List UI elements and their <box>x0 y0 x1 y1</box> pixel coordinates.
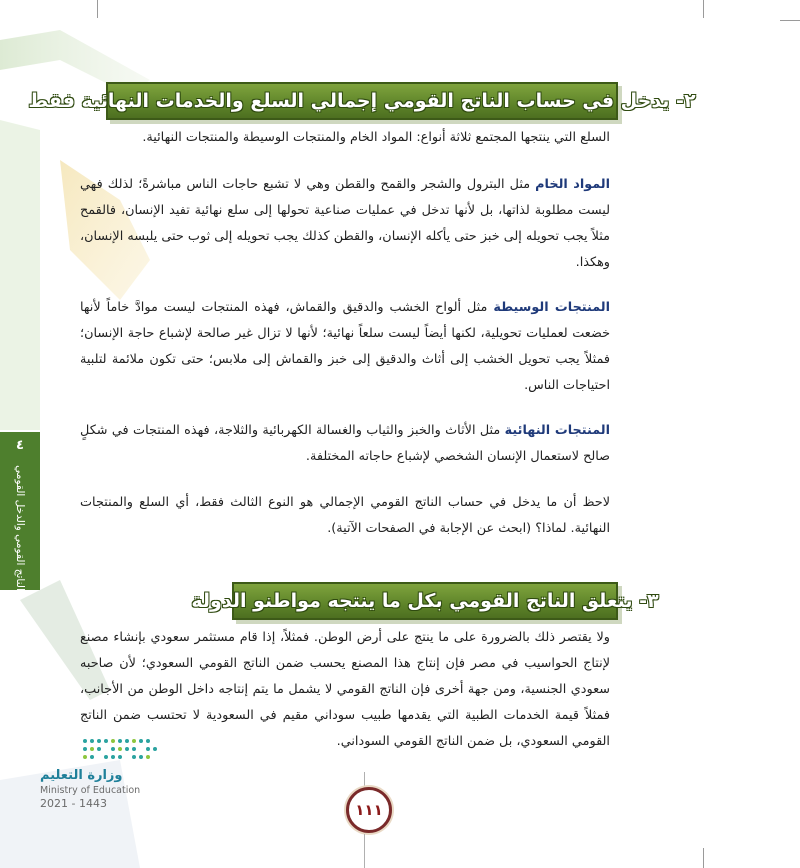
ministry-name-english: Ministry of Education <box>40 785 141 796</box>
intermediate-products-paragraph <box>80 295 610 399</box>
chapter-title: الناتج القومي والدخل القومي <box>14 465 26 591</box>
vision-logo-icon <box>80 735 160 763</box>
edition-year: 2021 - 1443 <box>40 797 107 810</box>
chapter-side-tab <box>0 432 40 590</box>
section-2-note <box>80 490 610 542</box>
intermediate-products-term: المنتجات الوسيطة <box>493 300 611 315</box>
section-3-heading-banner <box>191 582 659 620</box>
intro-text: السلع التي ينتجها المجتمع ثلاثة أنواع: المواد الخام والمنتجات الوسيطة والمنتجات النهائية. <box>142 130 610 145</box>
note-text: لاحظ أن ما يدخل في حساب الناتج القومي الإجمالي هو النوع الثالث فقط، أي السلع والمنتجات النهائية. لماذا؟ (ابحث عن الإجابة في الصفحات الآتية). <box>80 495 610 536</box>
raw-materials-paragraph <box>80 172 610 276</box>
final-products-text: مثل الأثاث والخبز والثياب والغسالة الكهربائية والثلاجة، فهذه المنتجات في شكلٍ صالح لاستعمال الإنسان الشخصي لإشباع حاجاته المختلفة. <box>80 423 610 464</box>
final-products-term: المنتجات النهائية <box>504 423 610 438</box>
section-3-text: ولا يقتصر ذلك بالضرورة على ما ينتج على أرض الوطن. فمثلاً، إذا قام مستثمر سعودي بإنشاء مصنع لإنتاج الحواسيب في مصر فإن إنتاج هذا المصنع يحسب ضمن الناتج القومي السعودي؛ لأن صاحبه سعودي الجنسية، ومن جهة أخرى فإن الناتج القومي لا يشمل ما يتم إنتاجه داخل الوطن من الأجانب، فمثلاً قيمة الخدمات الطبية التي يقدمها طبيب سوداني مقيم في السعودية لا تحتسب ضمن الناتج القومي السعودي، بل ضمن الناتج القومي السوداني. <box>80 630 610 749</box>
section-2-heading: ٢- يدخل في حساب الناتج القومي إجمالي السلع والخدمات النهائية فقط <box>28 90 696 112</box>
ministry-name-arabic: وزارة التعليم <box>40 768 123 783</box>
section-3-heading: ٣- يتعلق الناتج القومي بكل ما ينتجه مواطنو الدولة <box>191 590 659 612</box>
page-number-rule <box>364 772 365 786</box>
final-products-paragraph <box>80 418 610 470</box>
chapter-number: ٤ <box>16 438 24 453</box>
section-2-heading-banner <box>28 82 696 120</box>
page-number-rule <box>364 834 365 868</box>
page-number: ١١١ <box>346 787 392 833</box>
raw-materials-text: مثل البترول والشجر والقمح والقطن وهي لا تشبع حاجات الناس مباشرةً؛ لذلك فهي ليست مطلوبة لذاتها، بل لأنها تدخل في عمليات صناعية تحولها إلى سلع نهائية تفيد الإنسان، فالقمح مثلاً يجب تحويله إلى خبز حتى يأكله الإنسان، والقطن كذلك يجب تحويله إلى ثوب حتى يلبسه الإنسان، وهكذا. <box>80 177 610 270</box>
section-2-intro <box>120 125 610 151</box>
intermediate-products-text: مثل ألواح الخشب والدقيق والقماش، فهذه المنتجات ليست موادَّ خاماً لأنها خضعت لعمليات تحويلية، لكنها أيضاً ليست سلعاً نهائية؛ لأنها لا تزال غير صالحة لإشباع حاجة الإنسان؛ فمثلاً يجب تحويل الخشب إلى أثاث والدقيق إلى خبز والقماش إلى ملابس؛ حتى تكون ملائمة لتلبية احتياجات الناس. <box>80 300 610 393</box>
raw-materials-term: المواد الخام <box>535 177 610 192</box>
